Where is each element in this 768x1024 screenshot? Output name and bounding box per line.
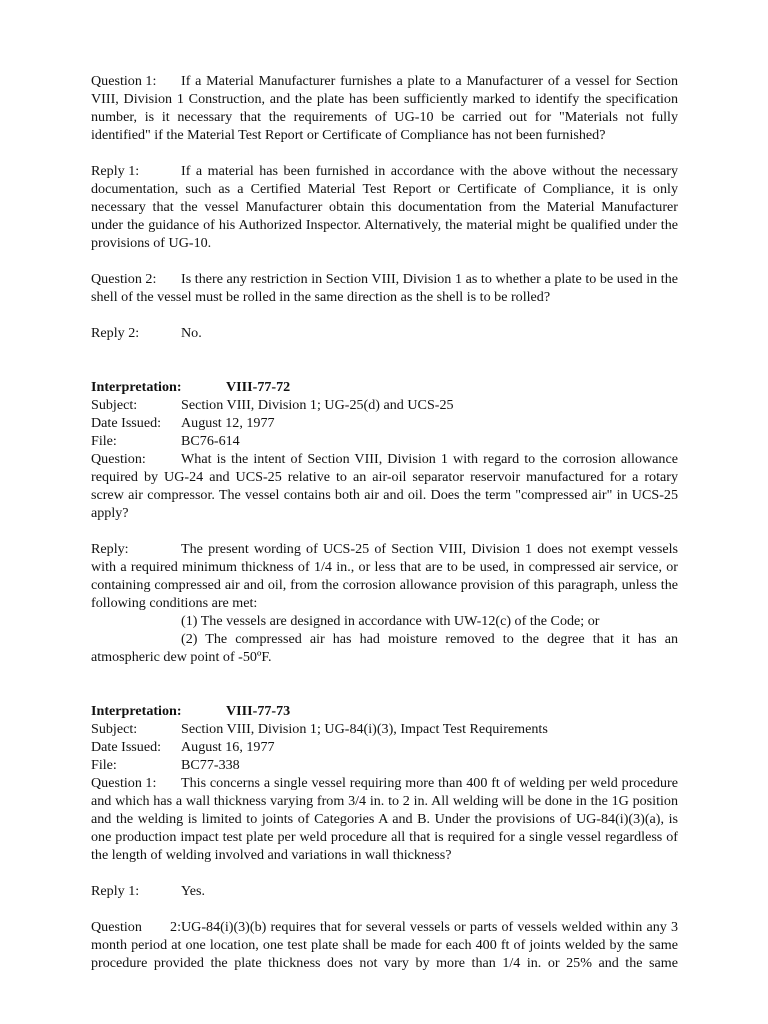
question-text: What is the intent of Section VIII, Division 1 with regard to the corrosion allowance required by UG-24 and UCS-25 relative to an air-oil separator reservoir manufactured for a rotary screw air compressor. The vessel contains both air and oil. Does the term "compressed air" in UCS-25 apply? [91, 451, 678, 521]
question-paragraph [91, 72, 678, 144]
question-label: Question: [91, 451, 146, 467]
date-issued-label: Date Issued: [91, 415, 162, 431]
interpretation-number: VIII-77-73 [226, 703, 291, 719]
question-paragraph [91, 918, 678, 972]
reply-label: Reply 2: [91, 325, 140, 341]
question-label: Question 2: [91, 271, 157, 287]
date-issued-label: Date Issued: [91, 739, 162, 755]
interpretation-header [91, 702, 678, 774]
question-text: UG-84(i)(3)(b) requires that for several vessels or parts of vessels welded within any 3 month period at one location, one test plate shall be made for each 400 ft of joints welded by the same procedure provided the plate thickness does not vary by more than 1/4 in. or 25% and the same [91, 919, 678, 971]
question-label: Question 1: [91, 775, 157, 791]
question-paragraph [91, 270, 678, 306]
interpretation-label: Interpretation: [91, 379, 182, 395]
question-text: Is there any restriction in Section VIII, Division 1 as to whether a plate to be used in the shell of the vessel must be rolled in the same direction as the shell is to be rolled? [91, 271, 678, 305]
document-page [91, 72, 678, 990]
reply-paragraph [91, 324, 678, 342]
reply-label: Reply: [91, 541, 129, 557]
file-label: File: [91, 757, 117, 773]
question-paragraph [91, 450, 678, 522]
question-paragraph [91, 774, 678, 864]
reply-text: The present wording of UCS-25 of Section VIII, Division 1 does not exempt vessels with a required minimum thickness of 1/4 in., or less that are to be used, in compressed air service, or containing compressed air and oil, from the corrosion allowance provision of this paragraph, unless the following conditions are met: [91, 541, 678, 611]
interpretation-number: VIII-77-72 [226, 379, 291, 395]
condition-1: (1) The vessels are designed in accordance with UW-12(c) of the Code; or [181, 613, 600, 629]
interpretation-label: Interpretation: [91, 703, 182, 719]
reply-paragraph [91, 882, 678, 900]
question-label: Question 2: [91, 919, 181, 935]
file-value: BC76-614 [181, 433, 240, 449]
interpretation-header [91, 378, 678, 450]
question-text: This concerns a single vessel requiring more than 400 ft of welding per weld procedure and which has a wall thickness varying from 3/4 in. to 2 in. All welding will be done in the 1G position and the welding is limited to joints of Categories A and B. Under the provisions of UG-84(i)(3)(a), is one production impact test plate per weld procedure all that is required for a single vessel regardless of the length of welding involved and variations in wall thickness? [91, 775, 678, 863]
reply-text: Yes. [181, 883, 206, 899]
question-label: Question 1: [91, 73, 157, 89]
subject-value: Section VIII, Division 1; UG-84(i)(3), Impact Test Requirements [181, 721, 548, 737]
file-label: File: [91, 433, 117, 449]
reply-paragraph [91, 162, 678, 252]
reply-paragraph [91, 540, 678, 612]
reply-label: Reply 1: [91, 163, 140, 179]
date-issued-value: August 16, 1977 [181, 739, 275, 755]
subject-label: Subject: [91, 397, 138, 413]
subject-value: Section VIII, Division 1; UG-25(d) and UCS-25 [181, 397, 454, 413]
reply-text: No. [181, 325, 202, 341]
question-text: If a Material Manufacturer furnishes a plate to a Manufacturer of a vessel for Section VIII, Division 1 Construction, and the plate has been sufficiently marked to identify the specification number, is it necessary that the requirements of UG-10 be carried out for "Materials not fully identified" if the Material Test Report or Certificate of Compliance has not been furnished? [91, 73, 678, 143]
date-issued-value: August 12, 1977 [181, 415, 275, 431]
subject-label: Subject: [91, 721, 138, 737]
file-value: BC77-338 [181, 757, 240, 773]
condition-2: (2) The compressed air has had moisture removed to the degree that it has an atmospheric dew point of -50ºF. [91, 631, 678, 665]
reply-label: Reply 1: [91, 883, 140, 899]
reply-text: If a material has been furnished in accordance with the above without the necessary documentation, such as a Certified Material Test Report or Certificate of Compliance, it is only necessary that the vessel Manufacturer obtain this documentation from the Material Manufacturer under the guidance of his Authorized Inspector. Alternatively, the material might be qualified under the provisions of UG-10. [91, 163, 678, 251]
